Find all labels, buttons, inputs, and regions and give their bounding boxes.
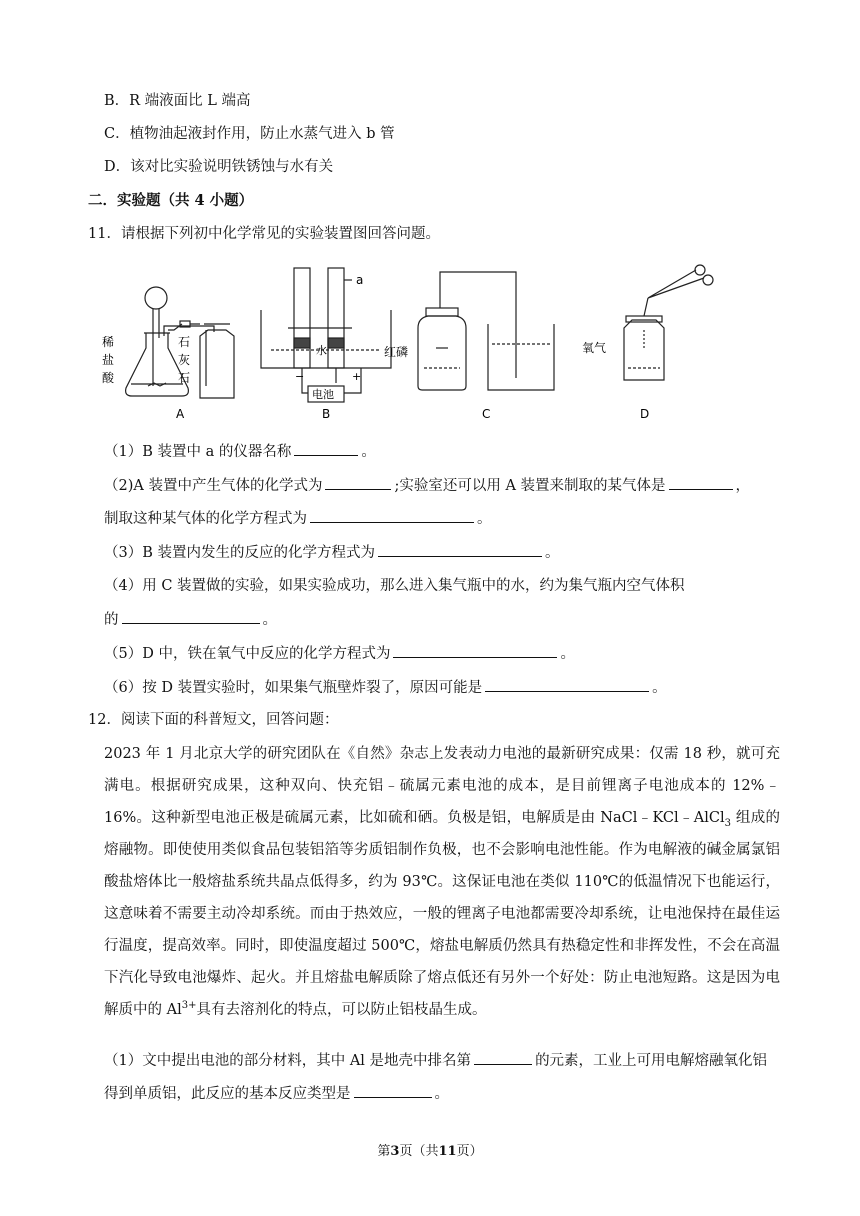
label-plus: + xyxy=(352,370,362,383)
option-d: D．该对比实验说明铁锈蚀与水有关 xyxy=(104,159,334,175)
label-battery: 电池 xyxy=(312,388,334,401)
page-footer: 第3页（共11页） xyxy=(377,1144,483,1159)
section-title: 二．实验题（共 4 小题） xyxy=(88,192,254,209)
label-lime-1: 石 xyxy=(178,335,191,349)
label-dilute: 稀 xyxy=(102,335,115,349)
q11-sub1: （1）B 装置中 a 的仪器名称 。 xyxy=(104,441,860,462)
q12-stem: 12．阅读下面的科普短文，回答问题： xyxy=(88,712,339,728)
label-oxygen: 氧气 xyxy=(582,341,607,355)
q11-sub4: （4）用 C 装置做的实验，如果实验成功，那么进入集气瓶中的水，约为集气瓶内空气体积 xyxy=(104,578,685,594)
q12-sub1-cont: 得到单质铝，此反应的基本反应类型是 。 xyxy=(104,1083,860,1104)
q11-sub2: （2)A 装置中产生气体的化学式为 ;实验室还可以用 A 装置来制取的某气体是 ， xyxy=(104,475,860,496)
label-water: 水 xyxy=(316,344,327,357)
q11-sub5: （5）D 中，铁在氧气中反应的化学方程式为 。 xyxy=(104,643,860,664)
label-lime-2: 灰 xyxy=(178,353,191,367)
q11-stem: 11．请根据下列初中化学常见的实验装置图回答问题。 xyxy=(88,226,440,242)
label-hydrochloric: 盐 xyxy=(102,353,115,367)
option-b: B．R 端液面比 L 端高 xyxy=(104,93,251,109)
option-c: C．植物油起液封作用，防止水蒸气进入 b 管 xyxy=(104,126,395,142)
q11-apparatus-figure xyxy=(96,258,736,428)
q12-sub1: （1）文中提出电池的部分材料，其中 Al 是地壳中排名第 的元素，工业上可用电解熔融氧化铝 xyxy=(104,1050,860,1071)
label-red-phosphorus: 红磷 xyxy=(384,345,409,359)
caption-c: C xyxy=(482,407,491,421)
q11-sub4-cont: 的 。 xyxy=(104,609,860,630)
label-acid: 酸 xyxy=(102,371,115,385)
caption-d: D xyxy=(640,407,650,421)
label-lime-3: 石 xyxy=(178,371,191,385)
label-a: a xyxy=(356,273,364,287)
q12-passage: 2023 年 1 月北京大学的研究团队在《自然》杂志上发表动力电池的最新研究成果：仅需 18 秒，就可充满电。根据研究成果，这种双向、快充铝﹣硫属元素电池的成本，是目前锂离子电池成本的 12%﹣16%。这种新型电池正极是硫属元素，比如硫和硒。负极是铝，电解质是由 NaCl﹣KCl﹣AlCl$_3$ 组成的熔融物。即使使用类似食品包装铝箔等劣质铝制作负极，也不会影响电池性能。作为电解液的碱金属氯铝酸盐熔体比一般熔盐系统共晶点低得多，约为 93℃。这保证电池在类似 110℃的低温情况下也能运行，这意味着不需要主动冷却系统。而由于热效应，一般的锂离子电池都需要冷却系统，让电池保持在最佳运行温度，提高效率。同时，即使温度超过 500℃，熔盐电解质仍然具有热稳定性和非挥发性，不会在高温下汽化导致电池爆炸、起火。并且熔盐电解质除了熔点低还有另外一个好处：防止电池短路。这是因为电解质中的 $Al^{3+}$具有去溶剂化的特点，可以防止铝枝晶生成。 xyxy=(104,746,781,1018)
label-minus: − xyxy=(295,370,305,383)
caption-a: A xyxy=(176,407,185,421)
q11-sub3: （3）B 装置内发生的反应的化学方程式为 。 xyxy=(104,542,860,563)
q11-sub2-cont: 制取这种某气体的化学方程式为 。 xyxy=(104,508,860,529)
q11-sub6: （6）按 D 装置实验时，如果集气瓶壁炸裂了，原因可能是 。 xyxy=(104,677,860,698)
caption-b: B xyxy=(322,407,331,421)
